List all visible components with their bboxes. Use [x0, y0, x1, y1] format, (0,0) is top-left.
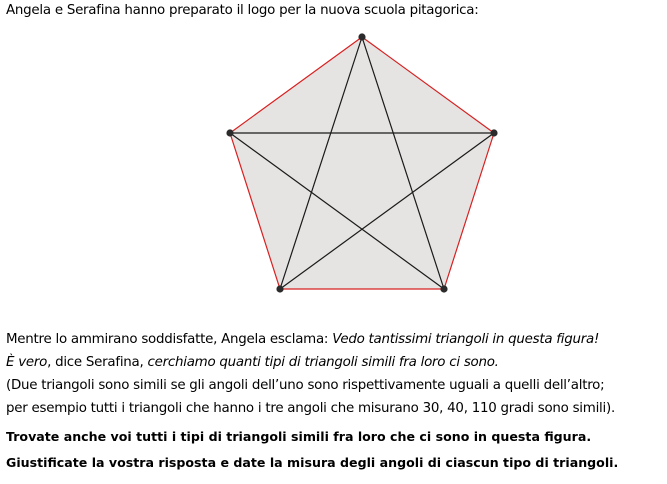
serafina-quote-start: È vero — [6, 355, 48, 370]
intro-text: Angela e Serafina hanno preparato il logo per la nuova scuola pitagorica: — [6, 3, 479, 18]
vertex-left — [226, 129, 233, 136]
vertex-bottom-right — [440, 285, 447, 292]
narration-text: Mentre lo ammirano soddisfatte, Angela esclama: — [6, 332, 333, 347]
pentagram-logo-figure — [222, 30, 502, 300]
definition-line-2: per esempio tutti i triangoli che hanno i tre angoli che misurano 30, 40, 110 gradi sono simili). — [6, 401, 615, 416]
task-line-2: Giustificate la vostra risposta e date la misura degli angoli di ciascun tipo di triangoli. — [6, 455, 619, 470]
vertex-top — [358, 33, 365, 40]
vertex-right — [490, 129, 497, 136]
serafina-quote-end: cerchiamo quanti tipi di triangoli simili fra loro ci sono. — [147, 355, 499, 370]
angela-quote: Vedo tantissimi triangoli in questa figura! — [332, 332, 600, 347]
paragraph-line-2 — [6, 354, 499, 372]
paragraph-line-1 — [6, 331, 599, 349]
pentagon-fill — [230, 37, 494, 289]
definition-line-1: (Due triangoli sono simili se gli angoli dell’uno sono rispettivamente uguali a quelli dell’altro; — [6, 378, 605, 393]
task-line-1: Trovate anche voi tutti i tipi di triangoli simili fra loro che ci sono in questa figura. — [6, 429, 592, 444]
narration-text: , dice Serafina, — [47, 355, 148, 370]
vertex-bottom-left — [276, 285, 283, 292]
